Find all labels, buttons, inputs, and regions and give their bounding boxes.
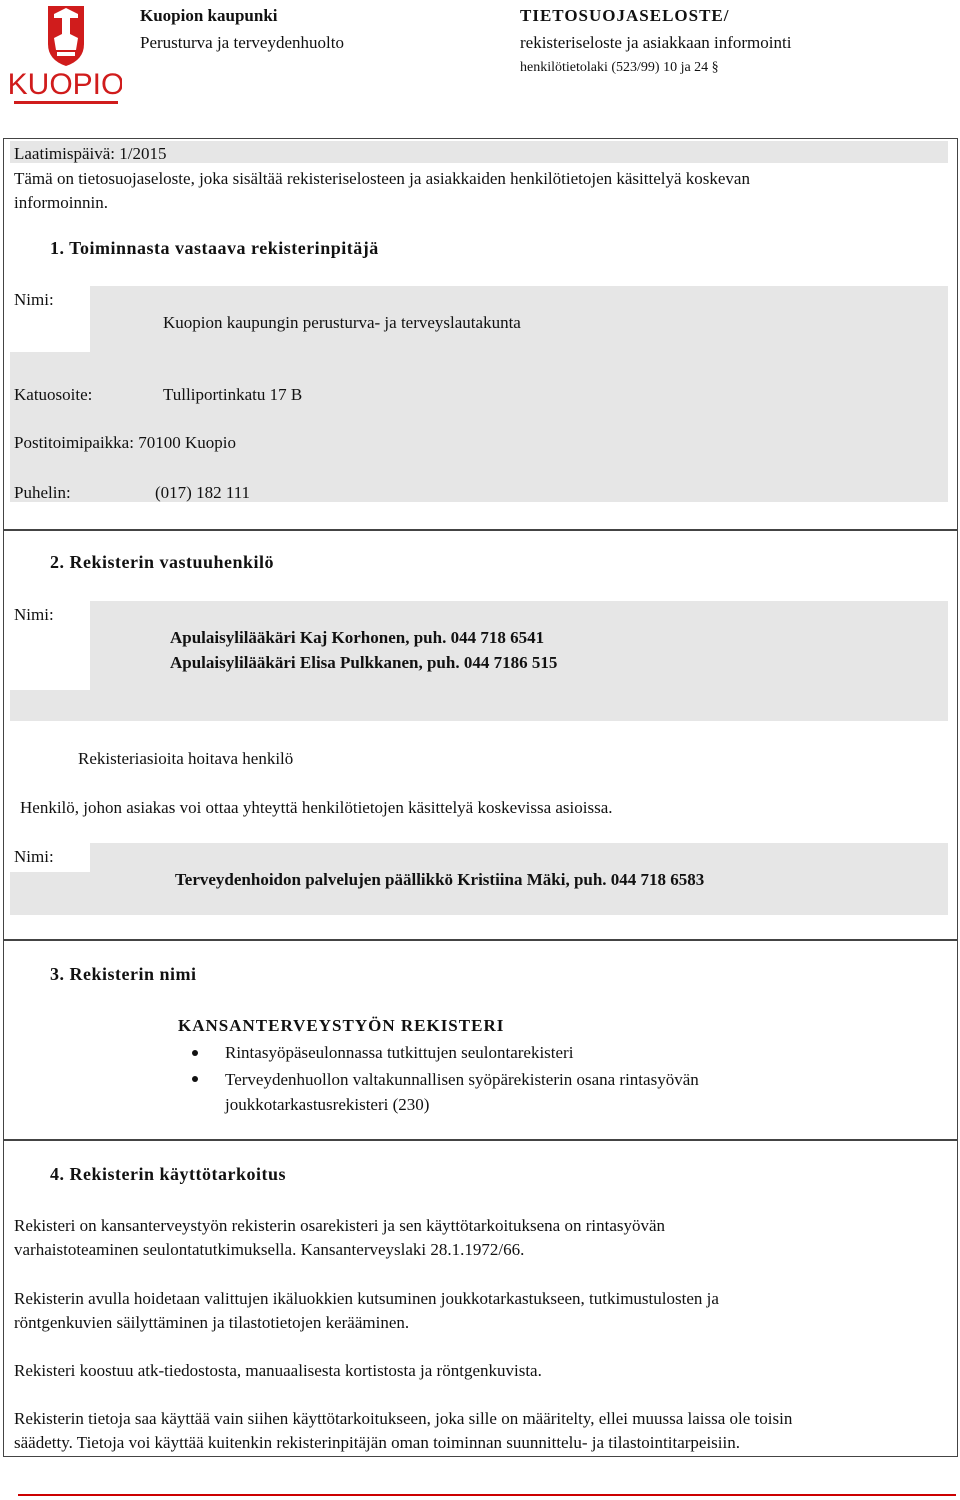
section-4-heading: 4. Rekisterin käyttötarkoitus [50, 1164, 286, 1184]
intro-text-1: Tämä on tietosuojaseloste, joka sisältää rekisteriselosteen ja asiakkaiden henkilötietojen käsittelyä koskevan [14, 169, 750, 188]
kuopio-logo [10, 4, 122, 108]
bullet-icon [192, 1050, 198, 1056]
phone-value: (017) 182 111 [155, 483, 251, 502]
responsible-person-1: Apulaisylilääkäri Kaj Korhonen, puh. 044 718 6541 [170, 628, 545, 647]
registry-item-2b: joukkotarkastusrekisteri (230) [225, 1095, 430, 1114]
bullet-icon [192, 1076, 198, 1082]
purpose-p4-line2: säädetty. Tietoja voi käyttää kuitenkin rekisterinpitäjän oman toiminnan suunnittelu- ja tilastointitarpeisiin. [14, 1433, 740, 1452]
phone-label: Puhelin: [14, 483, 71, 502]
purpose-p2-line2: röntgenkuvien säilyttäminen ja tilastotietojen kerääminen. [14, 1313, 410, 1332]
responsible-person-2: Apulaisylilääkäri Elisa Pulkkanen, puh. 044 7186 515 [170, 653, 558, 672]
org-name: Kuopion kaupunki [140, 6, 278, 25]
section-1-name-label: Nimi: [14, 290, 54, 309]
purpose-p2-line1: Rekisterin avulla hoidetaan valittujen ikäluokkien kutsuminen joukkotarkastukseen, tutkimustulosten ja [14, 1289, 719, 1308]
document-title: TIETOSUOJASELOSTE/ [520, 6, 730, 25]
header-right [520, 2, 791, 80]
purpose-p1-line1: Rekisteri on kansanterveystyön rekisterin osarekisteri ja sen käyttötarkoituksena on rintasyövän [14, 1216, 666, 1235]
purpose-p1-line2: varhaistoteaminen seulontatutkimuksella. Kansanterveyslaki 28.1.1972/66. [14, 1240, 525, 1259]
header-left [140, 2, 344, 56]
street-label: Katuosoite: [14, 385, 93, 404]
contact-heading: Rekisteriasioita hoitava henkilö [78, 749, 294, 768]
post-line: Postitoimipaikka: 70100 Kuopio [14, 433, 236, 452]
section-2-heading: 2. Rekisterin vastuuhenkilö [50, 552, 275, 572]
registry-item-1: Rintasyöpäseulonnassa tutkittujen seulontarekisteri [225, 1043, 574, 1062]
date-line: Laatimispäivä: 1/2015 [14, 144, 167, 163]
department-name: Perusturva ja terveydenhuolto [140, 33, 344, 52]
section-2-name-box-bottom [10, 690, 948, 721]
purpose-p4-line1: Rekisterin tietoja saa käyttää vain siihen käyttötarkoitukseen, joka sille on määritelty, ellei muussa laissa ole toisin [14, 1409, 793, 1428]
registry-item-2a: Terveydenhuollon valtakunnallisen syöpärekisterin osana rintasyövän [225, 1070, 699, 1089]
document-subtitle: rekisteriseloste ja asiakkaan informointi [520, 33, 792, 52]
footer-divider [18, 1494, 956, 1496]
section-1-heading: 1. Toiminnasta vastaava rekisterinpitäjä [50, 238, 379, 258]
contact-name-label: Nimi: [14, 847, 54, 866]
section-2-name-label: Nimi: [14, 605, 54, 624]
purpose-p3: Rekisteri koostuu atk-tiedostosta, manuaalisesta kortistosta ja röntgenkuvista. [14, 1361, 542, 1380]
registry-title: KANSANTERVEYSTYÖN REKISTERI [178, 1016, 505, 1035]
section-3-heading: 3. Rekisterin nimi [50, 964, 197, 984]
contact-name-value: Terveydenhoidon palvelujen päällikkö Kristiina Mäki, puh. 044 718 6583 [175, 870, 705, 889]
svg-text:KUOPIO: KUOPIO [10, 68, 122, 101]
coat-of-arms-icon [10, 4, 122, 108]
intro-text-2: informoinnin. [14, 193, 108, 212]
contact-description: Henkilö, johon asiakas voi ottaa yhteyttä henkilötietojen käsittelyä koskevissa asioissa. [20, 798, 613, 817]
section-1-name-value: Kuopion kaupungin perusturva- ja terveyslautakunta [163, 313, 521, 332]
section-1-address-box [10, 352, 948, 502]
street-value: Tulliportinkatu 17 B [163, 385, 303, 404]
law-reference: henkilötietolaki (523/99) 10 ja 24 § [520, 60, 719, 75]
